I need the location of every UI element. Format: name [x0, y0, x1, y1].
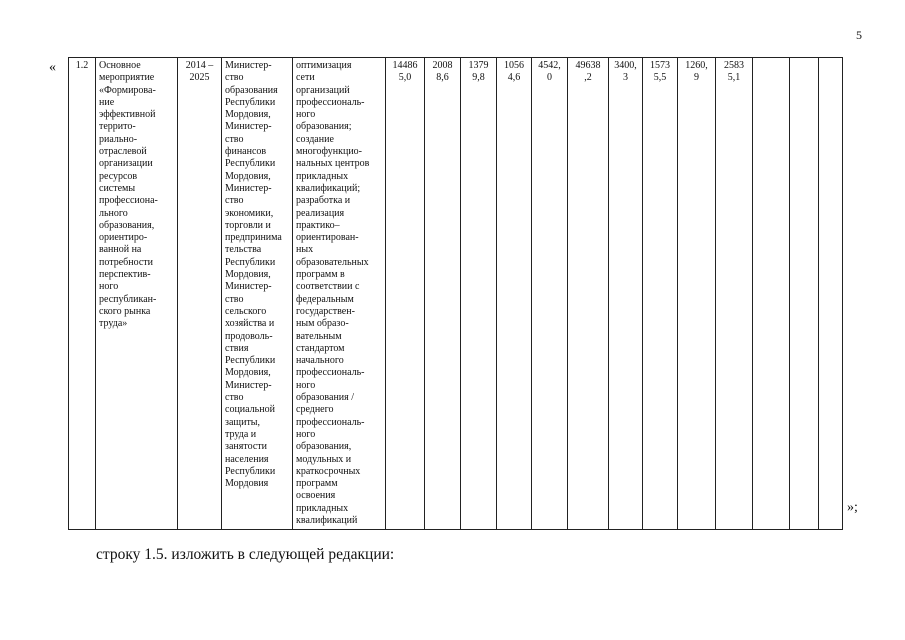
opening-quote: « — [49, 60, 56, 75]
table-row — [69, 58, 843, 530]
row-number: 1.2 — [69, 58, 96, 530]
value-cell: 1056 4,6 — [497, 58, 532, 530]
value-cell: 2008 8,6 — [425, 58, 461, 530]
value-cell: 49638 ,2 — [568, 58, 609, 530]
value-cell: 1573 5,5 — [643, 58, 678, 530]
value-cell: 2583 5,1 — [716, 58, 753, 530]
value-cell — [790, 58, 819, 530]
value-cell: 3400, 3 — [609, 58, 643, 530]
value-cell: 1379 9,8 — [461, 58, 497, 530]
executors-cell: Министер- ство образования Республики Мордовия, Министер- ство финансов Республики Мордовия, Министер- ство экономики, торговли и предпринима тельства Республики Мордовия, Министер- ство сельского хозяйства и продоволь- ствия Республики Мордовия, Министер- ство социальной защиты, труда и занятости населения Республики Мордовия — [222, 58, 293, 530]
value-cell: 1260, 9 — [678, 58, 716, 530]
value-cell — [753, 58, 790, 530]
page-number: 5 — [856, 28, 862, 42]
value-cell: 4542, 0 — [532, 58, 568, 530]
value-cell: 14486 5,0 — [386, 58, 425, 530]
program-table — [68, 57, 843, 530]
instruction-text: строку 1.5. изложить в следующей редакции: — [96, 546, 395, 563]
closing-quote: »; — [847, 500, 858, 515]
period-cell: 2014 – 2025 — [178, 58, 222, 530]
value-cell — [819, 58, 843, 530]
measure-name-cell: Основное мероприятие «Формирова- ние эффективной террито- риально- отраслевой организации ресурсов системы профессиона- льного образования, ориентиро- ванной на потребности перспектив- ного республикан- ского рынка труда» — [96, 58, 178, 530]
expected-result-cell: оптимизация сети организаций профессиональ- ного образования; создание многофункцио- нальных центров прикладных квалификаций; разработка и реализация практико– ориентирован- ных образовательных программ в соответствии с федеральным государствен- ным образо- вательным стандартом начального профессиональ- ного образования / среднего профессиональ- ного образования, модульных и краткосрочных программ освоения прикладных квалификаций — [293, 58, 386, 530]
